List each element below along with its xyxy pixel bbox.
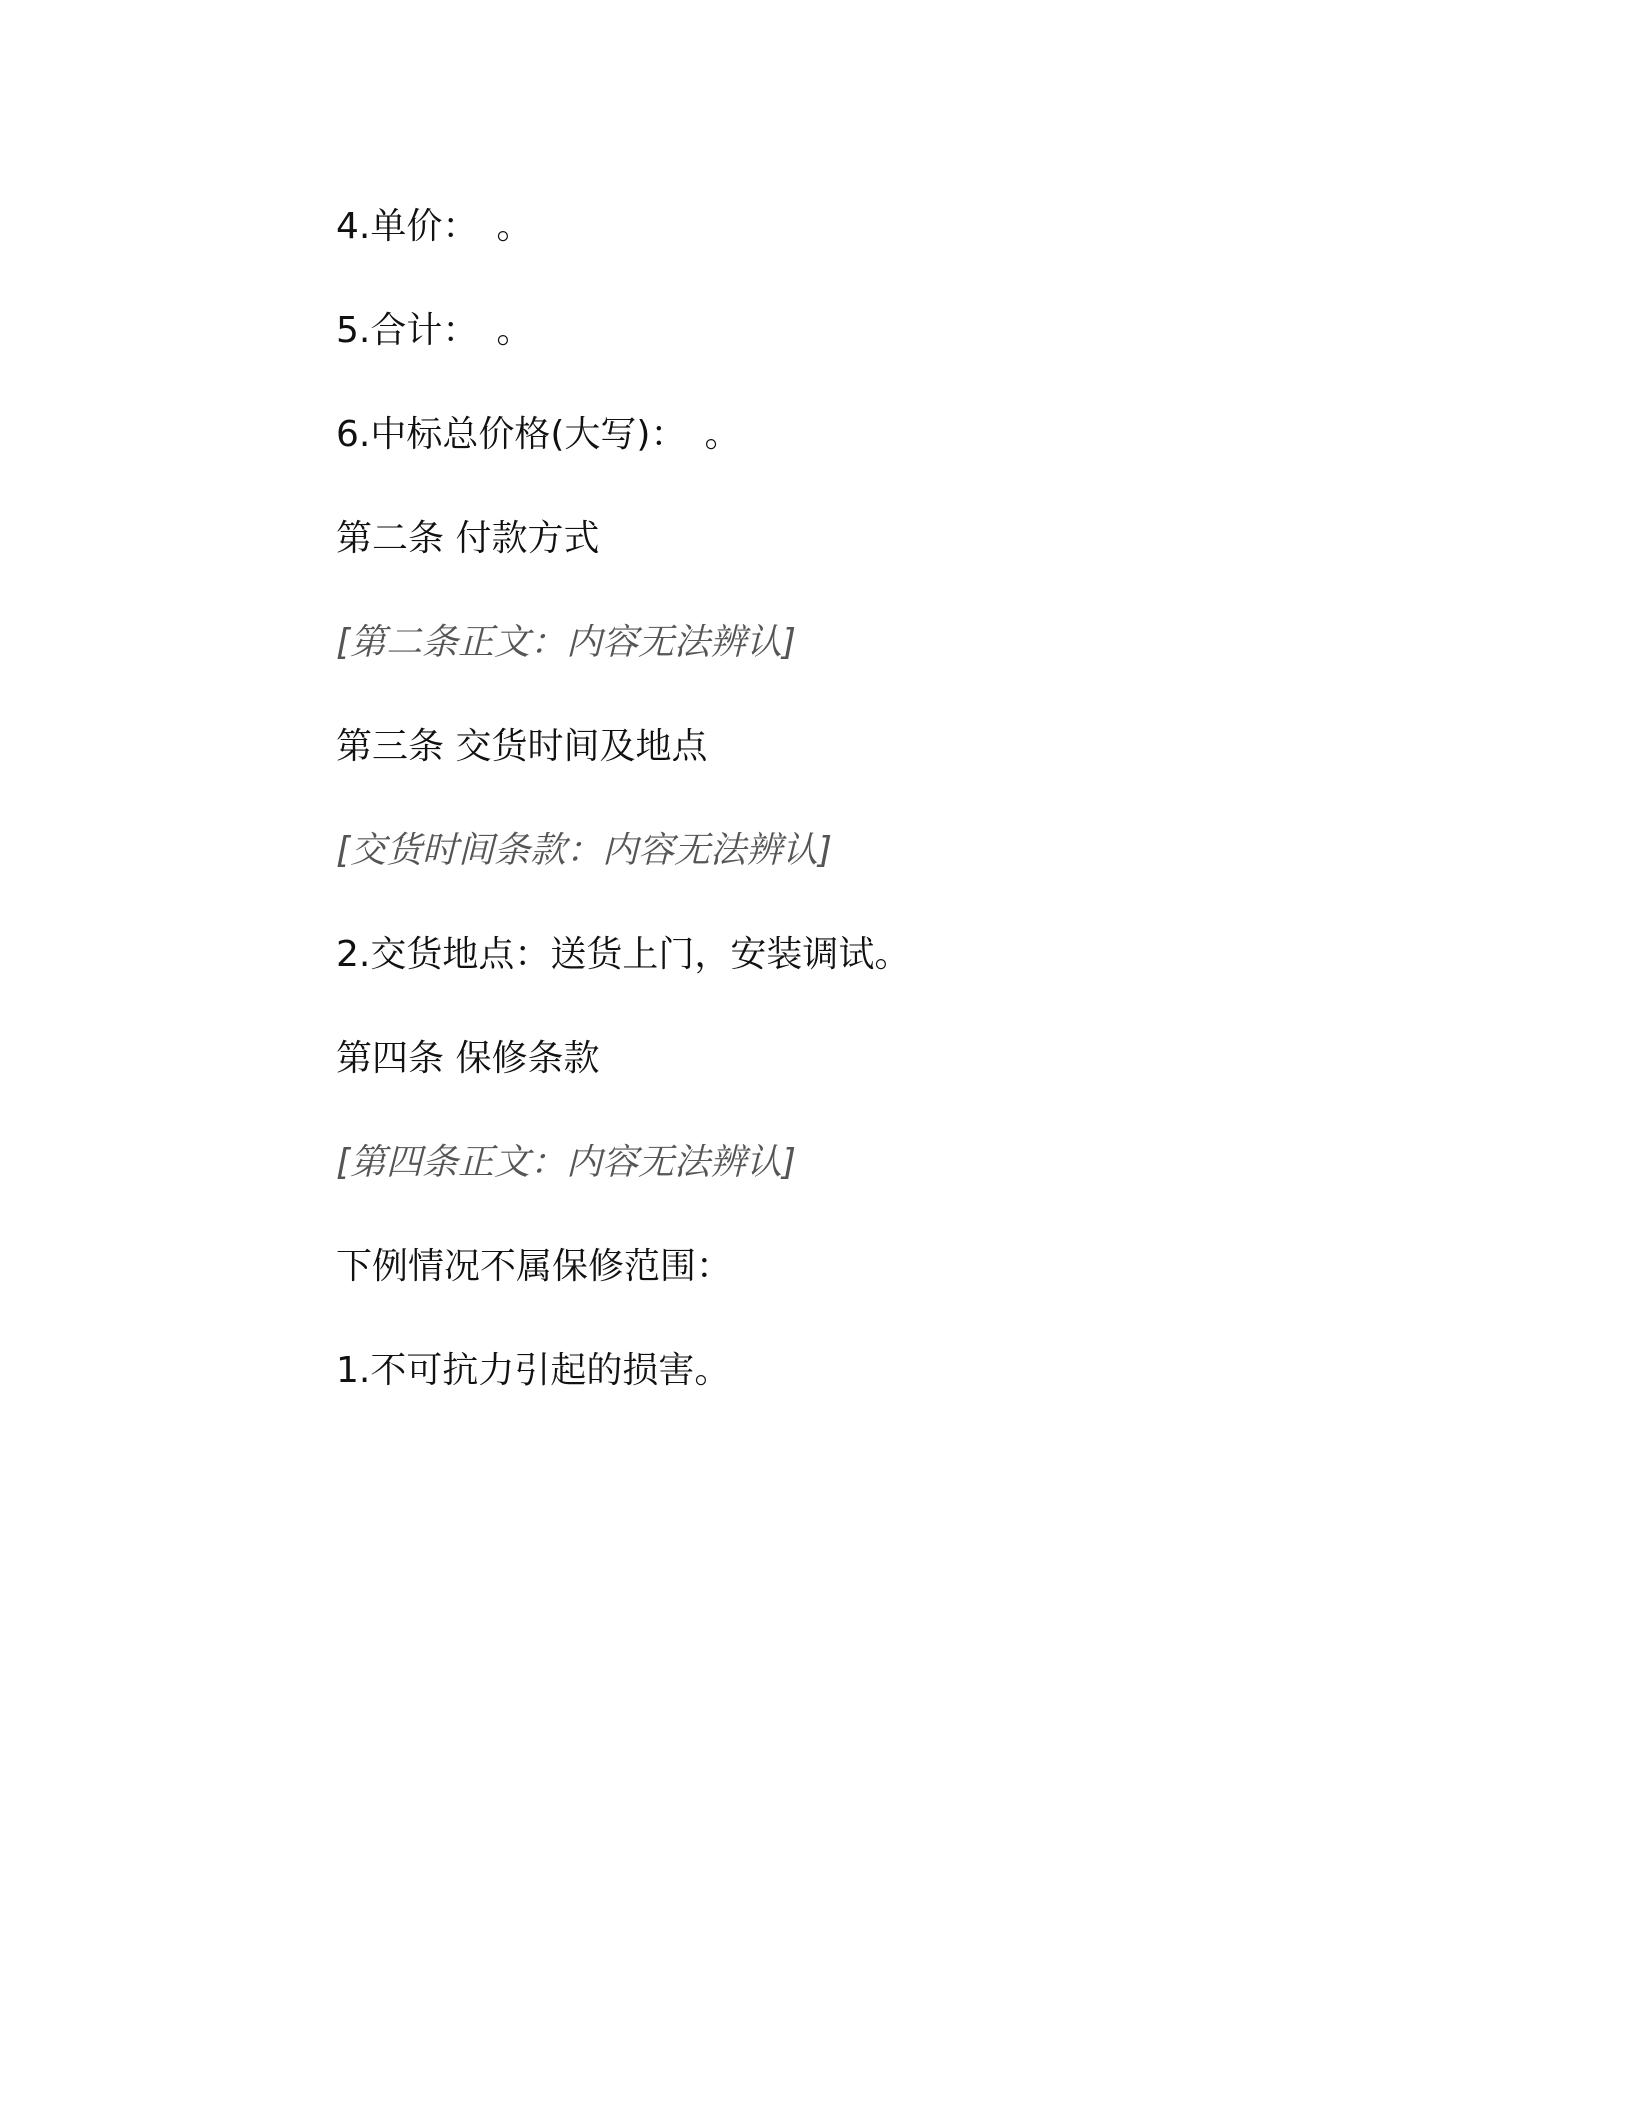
delivery-place-paragraph: 2.交货地点：送货上门，安装调试。 bbox=[336, 934, 911, 975]
article-4-heading: 第四条 保修条款 bbox=[336, 1038, 600, 1079]
exclusion-item-1: 1.不可抗力引起的损害。 bbox=[336, 1350, 731, 1391]
article-2-body: [第二条正文：内容无法辨认] bbox=[336, 622, 797, 663]
document-body bbox=[240, 188, 1370, 1436]
unit-price-line: 4.单价： 。 bbox=[336, 206, 533, 247]
article-3-heading: 第三条 交货时间及地点 bbox=[336, 726, 708, 767]
article-4-body: [第四条正文：内容无法辨认] bbox=[336, 1142, 797, 1183]
winning-bid-total-line: 6.中标总价格(大写)： 。 bbox=[336, 414, 741, 455]
total-line: 5.合计： 。 bbox=[336, 310, 533, 351]
article-2-heading: 第二条 付款方式 bbox=[336, 518, 600, 559]
exclusions-heading: 下例情况不属保修范围： bbox=[336, 1246, 733, 1287]
delivery-time-paragraph: [交货时间条款：内容无法辨认] bbox=[336, 830, 833, 871]
